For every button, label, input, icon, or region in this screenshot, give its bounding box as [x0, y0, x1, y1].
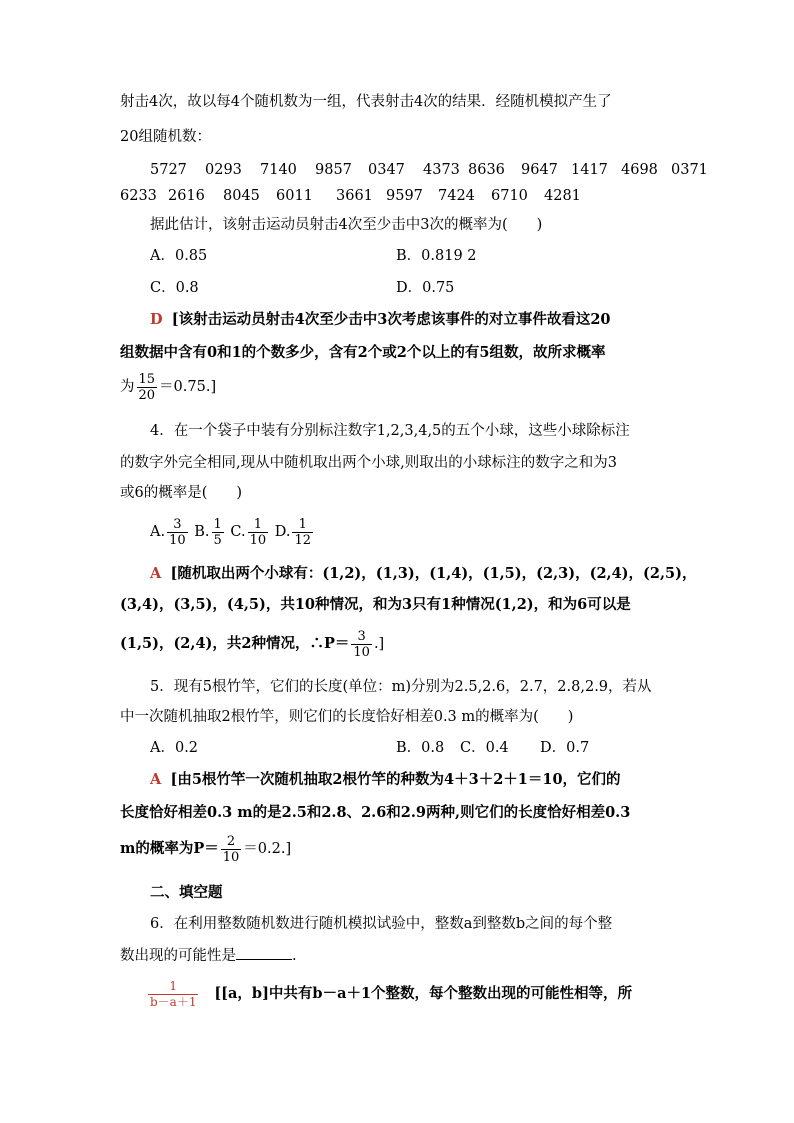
- q4-option-c: [248, 517, 269, 548]
- rn-1-7: 8636: [468, 162, 505, 178]
- q3-option-d: D．0.75: [396, 280, 455, 296]
- q6-ans-num: 1: [148, 979, 198, 995]
- q3-exp-1: [该射击运动员射击4次至少击中3次考虑该事件的对立事件故看这20: [171, 311, 611, 328]
- q4-opt-a-den: 10: [169, 532, 186, 548]
- q3-explanation-line-3: [120, 370, 216, 404]
- rn-1-1: 5727: [150, 162, 187, 178]
- q5-option-c: C．0.4: [460, 740, 509, 756]
- q3-frac-num: 15: [138, 371, 156, 387]
- q3-explanation-line-1: [150, 310, 611, 330]
- q4-options: [150, 514, 315, 550]
- intro-line-2: 20组随机数：: [120, 129, 211, 145]
- q3-question: 据此估计，该射击运动员射击4次至少击中3次的概率为( ): [150, 217, 543, 233]
- q4-exp-1: [随机取出两个小球有：(1,2)，(1,3)，(1,4)，(1,5)，(2,3)，(2,4)，(2,5)，: [170, 565, 697, 582]
- rn-2-7: 7424: [438, 188, 475, 204]
- random-numbers-row-1: [150, 160, 708, 180]
- q4-line-1: 4．在一个袋子中装有分别标注数字1,2,3,4,5的五个小球，这些小球除标注: [150, 423, 630, 439]
- rn-2-3: 8045: [223, 188, 260, 204]
- rn-2-4: 6011: [276, 188, 313, 204]
- rn-1-4: 9857: [315, 162, 352, 178]
- q4-frac-num: 3: [351, 629, 372, 645]
- rn-1-2: 0293: [205, 162, 242, 178]
- rn-2-8: 6710: [491, 188, 528, 204]
- q5-line-1: 5．现有5根竹竿，它们的长度(单位：m)分别为2.5,2.6，2.7，2.8,2.9，若从: [150, 679, 652, 695]
- q6-exp-1: [[a，b]中共有b－a＋1个整数，每个整数出现的可能性相等，所: [214, 985, 633, 1002]
- q4-opt-b-den: 5: [213, 532, 222, 548]
- q5-exp-3-post: ＝0.2.]: [243, 841, 292, 857]
- q3-exp-2: 组数据中含有0和1的个数多少，含有2个或2个以上的有5组数，故所求概率: [120, 344, 606, 361]
- rn-2-1: 6233: [120, 188, 157, 204]
- q3-exp-3-post: ＝0.75.]: [159, 379, 217, 395]
- q5-explanation-line-1: [150, 770, 621, 790]
- q4-option-b-label: B.: [194, 524, 210, 540]
- q5-exp-3: m的概率为P＝: [120, 840, 219, 857]
- q6-line-2-post: .: [292, 948, 297, 964]
- q5-fraction: [221, 834, 242, 865]
- q4-opt-c-den: 10: [249, 532, 267, 548]
- q4-opt-b-num: 1: [213, 516, 222, 532]
- q4-answer: A: [150, 565, 162, 582]
- q5-answer: A: [150, 771, 162, 788]
- q5-exp-1: [由5根竹竿一次随机抽取2根竹竿的种数为4＋3＋2＋1＝10，它们的: [170, 771, 621, 788]
- q3-answer: D: [150, 311, 163, 328]
- section-title-fill-in: 二、填空题: [150, 884, 223, 901]
- rn-2-2: 2616: [168, 188, 205, 204]
- rn-2-6: 9597: [386, 188, 423, 204]
- q6-line-2-pre: 数出现的可能性是: [120, 948, 236, 964]
- rn-1-8: 9647: [521, 162, 558, 178]
- q5-exp-2: 长度恰好相差0.3 m的是2.5和2.8、2.6和2.9两种,则它们的长度恰好相差0.3: [120, 804, 631, 821]
- q3-exp-3-pre: 为: [120, 379, 135, 395]
- q4-opt-c-num: 1: [248, 517, 269, 533]
- q4-line-2: 的数字外完全相同,现从中随机取出两个小球,则取出的小球标注的数字之和为3: [120, 455, 617, 471]
- q6-line-2: [120, 945, 297, 966]
- q4-option-d: [292, 517, 313, 548]
- q4-line-3: 或6的概率是( ): [120, 485, 243, 501]
- q4-exp-2: (3,4)，(3,5)，(4,5)，共10种情况，和为3只有1种情况(1,2)，和为6可以是: [120, 596, 631, 613]
- q4-opt-d-num: 1: [292, 517, 313, 533]
- q4-explanation-line-1: [150, 564, 696, 584]
- q4-explanation-line-3: [120, 626, 384, 662]
- q4-frac-den: 10: [353, 644, 370, 660]
- q6-explanation-line-1: [146, 974, 632, 1014]
- q5-explanation-line-3: [120, 831, 291, 867]
- q6-ans-den: b－a＋1: [150, 994, 197, 1009]
- q5-line-2: 中一次随机抽取2根竹竿，则它们的长度恰好相差0.3 m的概率为( ): [120, 709, 574, 725]
- rn-1-11: 0371: [671, 162, 708, 178]
- q3-option-a: A．0.85: [150, 248, 208, 264]
- q6-line-1: 6．在利用整数随机数进行随机模拟试验中，整数a到整数b之间的每个整: [150, 916, 613, 932]
- q4-option-b: [212, 517, 224, 548]
- q4-exp-3: (1,5)，(2,4)，共2种情况，∴P＝: [120, 635, 350, 652]
- q5-option-d: D．0.7: [540, 740, 590, 756]
- rn-2-9: 4281: [544, 188, 581, 204]
- q5-frac-den: 10: [222, 849, 240, 865]
- q6-answer-blank: [236, 945, 292, 960]
- q4-option-a-label: A.: [150, 524, 166, 540]
- q3-fraction: [137, 372, 158, 403]
- rn-1-10: 4698: [621, 162, 658, 178]
- q4-option-c-label: C.: [230, 524, 246, 540]
- q5-option-b: B．0.8: [396, 740, 445, 756]
- q6-answer-fraction: [148, 979, 198, 1010]
- q4-option-a: [167, 517, 188, 548]
- q4-opt-d-den: 12: [294, 532, 312, 548]
- q3-option-b: B．0.819 2: [396, 248, 477, 264]
- intro-line-1: 射击4次，故以每4个随机数为一组，代表射击4次的结果．经随机模拟产生了: [120, 94, 612, 110]
- rn-2-5: 3661: [336, 188, 373, 204]
- q4-fraction: [351, 629, 372, 660]
- rn-1-5: 0347: [368, 162, 405, 178]
- rn-1-9: 1417: [571, 162, 608, 178]
- q4-opt-a-num: 3: [167, 517, 188, 533]
- q5-frac-num: 2: [221, 834, 242, 850]
- rn-1-3: 7140: [260, 162, 297, 178]
- q4-exp-3-post: .]: [373, 636, 385, 652]
- rn-1-6: 4373: [423, 162, 460, 178]
- q4-option-d-label: D.: [274, 524, 291, 540]
- q5-option-a: A．0.2: [150, 740, 199, 756]
- q3-option-c: C．0.8: [150, 280, 199, 296]
- random-numbers-row-2: [120, 186, 581, 206]
- q3-frac-den: 20: [138, 387, 156, 403]
